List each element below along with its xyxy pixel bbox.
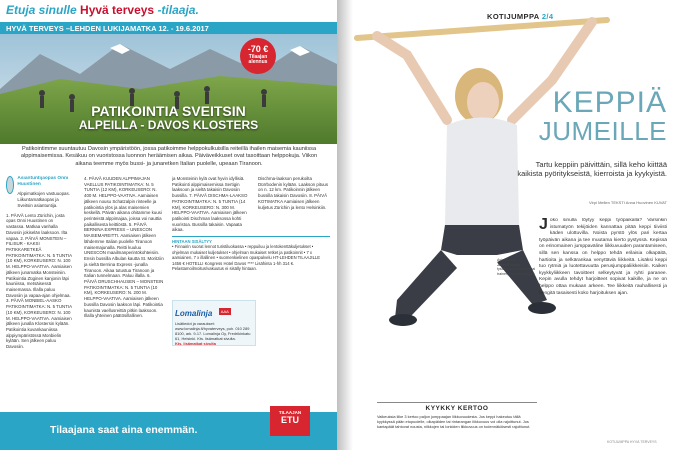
expert-box	[497, 258, 541, 277]
column-2: 4. PÄIVÄ KUUDEN ALPPIMAJAN VAELLUS PATIKOINTIMATKA: N. 5 TUNTIA (12 KM), KORKEUSERO: N. 400 M. HELPPO-VAATIVA. Aamiaisen jälkeen nousu Schatzalpin rinteelle ja patikointia ylös ja alas maisemien keskellä. Päivän aikana ohitamme kuusi perinteistä alppimajaa, joissa voi nauttia paikallisesta keittiöstä. 5. PÄIVÄ BERNINA EXPRESS – UNESCON MAISEMAREITTI. Aamiaisen jälkeen lähdemme Italian puolelle Tiranoon maisemajunalla. Reitti kuuluu UNESCON maailmanperintökohteisiin. Ensin bussilla Albulan kautta St. Moritziin ja sieltä Bernina Express -junalla Tiranoon. Aikaa tutustua Tiranoon ja Italian tunnelmaan. Paluu illalla. 6. PÄIVÄ DRUSCHHAUSEN – MONSTEIN PATIKOINTIMATKA: N. 5 TUNTIA (10 KM), KORKEUSERO: N. 200 M. HELPPO-VAATIVA. Aamiaisen jälkeen bussilla Davosin laakson läpi. Patikointia kaunista vaellusreittiä pitkin laaksoon. Illalla yhteinen päätösillallinen.	[84, 176, 164, 319]
article-intro: Tartu keppiin päivittäin, sillä keho kiittää kaikista pyöritykseistä, kierroista ja kyykyistä.	[517, 160, 667, 179]
tip-text: Vaikeuksia liike 3 kertoo paljon jumppaajan liikkuvuudesta. Jos keppi hakeutuu tällä kyykkyssä pään etupuolelle, olkapäiden tai rintarangan liikkuvuus voi olla rajoittunut. Jos kantapäät tahtovat nousta, nilkkojen tai lonkkien liikkuvuus on todennäköisesti rajoittunut.	[377, 414, 531, 430]
tip-title: KYYKKY KERTOO	[425, 405, 489, 412]
price-info	[172, 236, 330, 298]
section-num: 2/4	[541, 12, 554, 21]
discount-badge	[240, 38, 276, 74]
article-body	[539, 218, 667, 440]
column-1-text: 1. PÄIVÄ Lento Zürichin, josta opas Onni Huustinen on vastassa. Matkaa vanhalla Davosin jokiselän laaksoon. Ilta vapaa. 2. PÄIVÄ MONSTEIN – FILISUR - KAKSI PATIKKARETKEÄ PATIKOINTIMATKA: N. 5 TUNTIA (10 KM), KORKEUSERO: N. 100 M. HELPPO-VAATIVA. Aamiaisen jälkeen junamatka Monsteiniin. Patikointia Züginen kanjonin läpi kauniissa, metsäisessä maisemassa. Illalla paluu Davosiin ja vapaa-ajan ohjelmaa. 3. PÄIVÄ MONBIEL-AASKO PATIKOINTIMATKA: N. 5 TUNTIA (10 KM), KORKEUSERO: N. 100 M. HELPPO-VAATIVA. Aamiaisen jälkeen junalla Klostersin kylään. Patikointia kuvankauniissa alppiympäristössä Monbielin kylään. Sen jälkeen paluu Davosiin.	[6, 212, 72, 350]
column-3: ja Monsteinin kylä ovat hyvin idyllisiä. Patikointi alppimaisemissa Sertigin laaksoon ja sieltä takaisin Davosiin bussilla. 7. PÄIVÄ DISCHMA-LAAKSO PATIKOINTIMATKA: N. 5 TUNTIA (14 KM), KORKEUSERO: N. 300 M. HELPPO-VAATIVA. Aamiaisen jälkeen patikointi Dischman laaksossa kohti vuoristoa. Bussilla takaisin. Vapaata aikaa.	[172, 176, 248, 233]
guide-title: Asiantuntijaopas Onni Huustinen	[17, 176, 69, 188]
expert-label: Asiantuntija	[497, 258, 516, 262]
lomalinja-box	[172, 300, 256, 346]
guide-text: Alppimatkojen vastuuopas. Liikuntamatkaopas ja Sveitsin asiantuntija.	[17, 191, 70, 208]
body-text: oko sinulla löytyy keppi työpaikalla? Varsinkin istumatyön tekijöiden kannattaa pitää keppi tiiviisti käden ulottuvilla. Noista pyrstö ylös pari kertaa työpäivän aikana ja tee muutama kierto pystyssä. Kepissä on erinomainen jumppaväline liikkuvuuden parantamiseen, sillä sen kanssa on helppo tehdä erilaisia olkapäitä, hartioita ja selkärankaa venyttäviä liikkeitä. Lisäksi keppi tuo rytmiä ja luotettavuutta perusjumppaliikkeisiin. Kaiken kyykkyliikkeen tavoitteet selkeytyvät ja ryhti paranee. Kepin avulla tehdyt harjoitteet sopivat kaikille, ja ne on helppo ottaa mukaan arkeen. Tee liikkeitä rauhallisesti ja hengitä tasaisesti koko harjoituksen ajan.	[539, 218, 667, 296]
guide-avatar	[6, 176, 14, 194]
expert-name: Jenni Eskelin	[497, 262, 520, 267]
page-footer: KOTIJUMPPA HYVÄ TERVEYS	[607, 440, 657, 444]
section-name: KOTIJUMPPA	[487, 12, 540, 21]
guide-box	[6, 176, 72, 209]
header-suffix: -tilaaja.	[157, 3, 199, 17]
badge-main: -70 €	[247, 44, 269, 54]
footer-text: Tilaajana saat aina enemmän.	[50, 424, 198, 436]
tip-box	[377, 402, 537, 429]
badge-sub1: Tilaajan	[248, 53, 268, 60]
article-title	[507, 88, 667, 144]
trip-title-line1: PATIKOINTIA SVEITSIN	[91, 103, 246, 119]
aaa-badge: AAA	[220, 309, 229, 315]
byline: Virpi Mellen TEKSTI Anna Huovinen KUVAT	[589, 200, 667, 205]
lomalinja-cta[interactable]: Kts. lisämatkat sivulta	[175, 341, 216, 346]
trip-title-line2: ALPEILLA - DAVOS KLOSTERS	[78, 117, 259, 132]
lomalinja-text: Lisätiedot ja varaukset: www.lomalinja.fi/hyvaterveys, puh. 010 289 8100, ark. 9-17. Lomalinja Oy, Fredrikinkatu 61, Helsinki. Kts. lisämatkat sivulta.	[175, 321, 251, 342]
tilaajan-etu-badge	[270, 406, 310, 436]
etu-main: ETU	[281, 415, 299, 425]
column-1	[6, 176, 72, 430]
badge-sub2: alennus	[248, 59, 268, 66]
header-brand: Hyvä terveys	[80, 3, 155, 17]
expert-role: fysioterapeutti, personal trainer, Runtukerroppaa	[497, 267, 536, 277]
lomalinja-logo: Lomalinja	[175, 309, 213, 318]
dropcap: J	[539, 218, 548, 233]
column-4: Dischma-laakson perukoilta Dürrbodenin kylään. Laakson pituus on n. 12 km. Patikoinnin jälkeen bussilla takaisin Davosiin. 8. PÄIVÄ KOTIMATKA Aamiaisen jälkeen kuljetus Zürichin ja lento Helsinkiin.	[258, 176, 329, 210]
left-header	[0, 0, 337, 22]
title-line2: JUMEILLE	[538, 116, 667, 146]
price-title: HINTAAN SISÄLTYY	[172, 239, 212, 244]
trip-band: HYVÄ TERVEYS –LEHDEN LUKIJAMATKA 12. - 19.6.2017	[0, 22, 337, 34]
right-page	[337, 0, 674, 450]
trip-title	[0, 104, 337, 131]
trip-lead: Patikointimme suuntautuu Davosin ympäristöön, jossa patikoimme helppokulkuisilla reiteillä ihailen maisemia kauniissa alppimaisemissa. Kesäkuu on vuoristossa luonnon heräämisen aikaa. Päiväveikkuset ovat tasoittaan helppokuja. Viikon aikana teemme myös bussi- ja junaretken Italian puolelle, upeaan Tiranoon.	[20, 146, 318, 167]
etu-top: TILAAJAN	[278, 410, 302, 415]
header-text: Etuja sinulle	[6, 3, 77, 17]
price-text: • Finnairin suorat lennot turistiluokassa • reppuiluu ja lentokenttäkuljetukset • ohjelman mukaiset kuljetukset • ohjelman mukaiset retket ja patikoinnit • 7 x aamiainen, 7 x illallinen • suomenkielinen opaspalvelu HT-LEHDEN TILAAJILLE 1456 € HOTELLI Kongress Hotel Davos **** Lisähinta 1-hh 314 €. Pelastamoilmoitus/vakuutus ei sisälly hintaan.	[172, 244, 321, 272]
title-line1: KEPPIÄ	[552, 86, 667, 119]
